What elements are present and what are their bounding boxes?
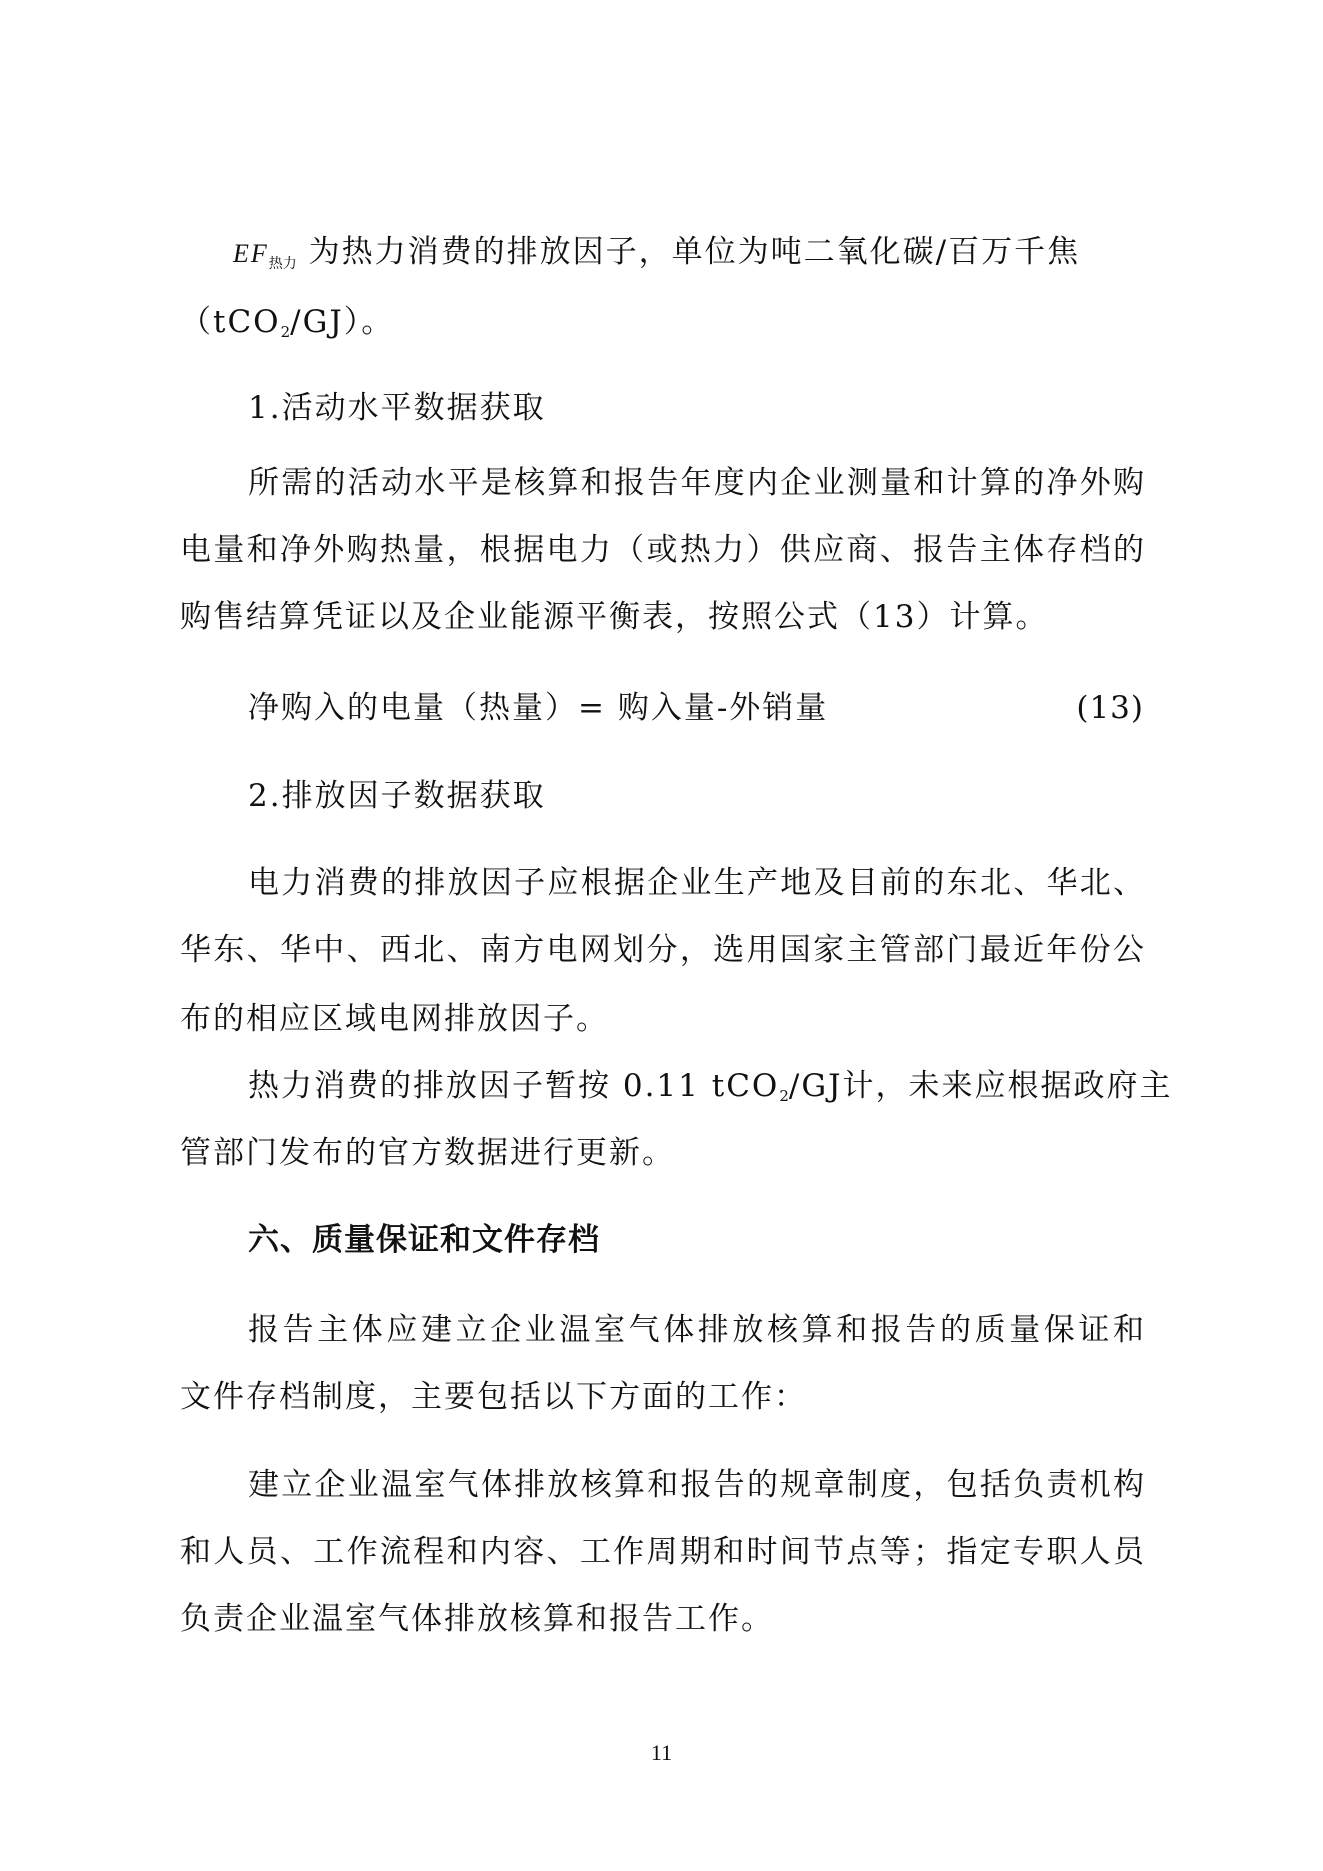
section-1-para-line-1: 所需的活动水平是核算和报告年度内企业测量和计算的净外购	[248, 465, 1144, 501]
ef-unit-line	[180, 302, 394, 352]
section-6-para-2-line-3: 负责企业温室气体排放核算和报告工作。	[180, 1601, 774, 1637]
heat-factor-text-after: /GJ计，未来应根据政府主	[788, 1068, 1173, 1104]
section-2-para-1-line-1: 电力消费的排放因子应根据企业生产地及目前的东北、华北、	[248, 865, 1144, 901]
section-6-para-1-line-1: 报告主体应建立企业温室气体排放核算和报告的质量保证和	[248, 1312, 1144, 1348]
section-2-para-2-line-2: 管部门发布的官方数据进行更新。	[180, 1135, 675, 1171]
formula-13	[248, 688, 1144, 728]
section-6-para-2-line-1: 建立企业温室气体排放核算和报告的规章制度，包括负责机构	[248, 1467, 1144, 1503]
section-1-para-line-2: 电量和净外购热量，根据电力（或热力）供应商、报告主体存档的	[180, 532, 1144, 568]
formula-number: (13)	[1076, 690, 1144, 726]
heat-factor-subscript: 2	[779, 1087, 789, 1105]
unit-subscript: 2	[280, 323, 291, 341]
unit-text-before: （tCO	[180, 304, 281, 340]
section-1-heading: 1.活动水平数据获取	[248, 390, 546, 426]
section-6-heading: 六、质量保证和文件存档	[248, 1222, 600, 1258]
ef-definition-text: 为热力消费的排放因子，单位为吨二氧化碳/百万千焦	[308, 234, 1081, 270]
section-2-heading: 2.排放因子数据获取	[248, 778, 546, 814]
ef-variable-subscript: 热力	[268, 256, 297, 272]
section-6-para-1-line-2: 文件存档制度，主要包括以下方面的工作：	[180, 1379, 807, 1415]
section-2-para-1-line-2: 华东、华中、西北、南方电网划分，选用国家主管部门最近年份公	[180, 932, 1144, 968]
formula-text: 净购入的电量（热量）= 购入量-外销量	[248, 690, 829, 726]
heat-factor-text-before: 热力消费的排放因子暂按 0.11 tCO	[248, 1068, 780, 1104]
section-6-para-2-line-2: 和人员、工作流程和内容、工作周期和时间节点等；指定专职人员	[180, 1534, 1144, 1570]
page-number: 11	[650, 1740, 673, 1765]
ef-definition-line	[233, 232, 1144, 284]
section-1-para-line-3: 购售结算凭证以及企业能源平衡表，按照公式（13）计算。	[180, 599, 1049, 635]
section-2-para-1-line-3: 布的相应区域电网排放因子。	[180, 1001, 609, 1037]
unit-text-after: /GJ）。	[290, 304, 395, 340]
ef-variable: EF	[233, 239, 269, 268]
section-2-para-2-line-1	[248, 1066, 1173, 1116]
